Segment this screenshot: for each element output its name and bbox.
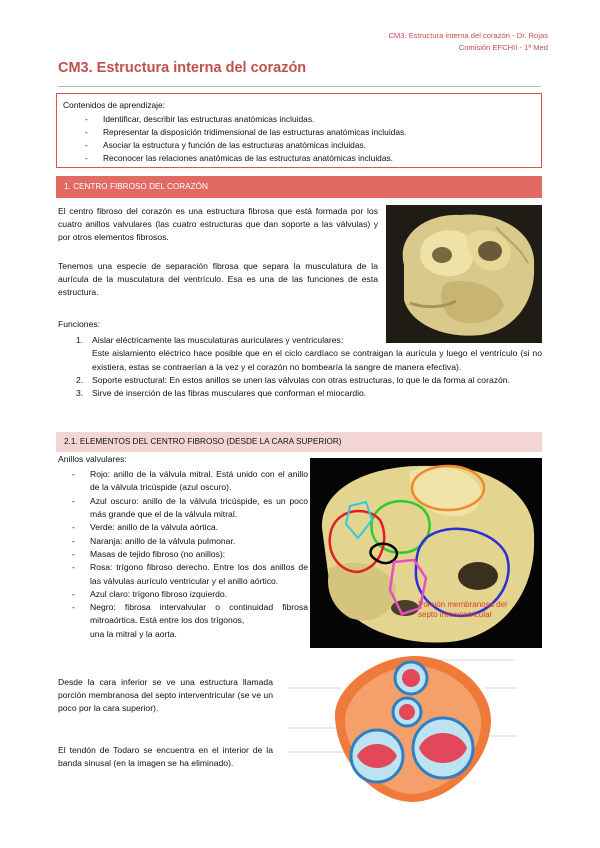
anillo-item: - Azul oscuro: anillo de la válvula tricúspide, es un poco más grande que el de la válvula mitral.: [72, 495, 308, 519]
anillo-item: - Naranja: anillo de la válvula pulmonar.: [72, 535, 236, 546]
paragraph-separacion: Tenemos una especie de separación fibrosa que separa la musculatura de la aurícula de la musculatura del ventrículo. Esa es una de las funciones de esta estructura.: [58, 261, 378, 297]
running-header: [388, 30, 548, 54]
header-line-2: Comisión EFCHII - 1º Med: [458, 43, 548, 53]
anillo-item: - Azul claro: trígono fibroso izquierdo.: [72, 588, 228, 599]
objective-item: - Reconocer las relaciones anatómicas de las estructuras anatómicas incluidas.: [85, 152, 394, 163]
funcion-item: 2. Soporte estructural: En estos anillos se unen las válvulas con otras estructuras, lo que le da forma al corazón.: [76, 374, 510, 385]
objective-item: - Identificar, describir las estructuras anatómicas incluidas.: [85, 113, 315, 124]
membranous-septum-caption: Porción membranosa del septo interventricular: [418, 600, 507, 620]
funcion-item: 1. Aislar eléctricamente las musculaturas auriculares y ventriculares: Este aislamiento eléctrico hace posible que en el ciclo cardíaco se contraigan la aurícula y luego el ventrículo (si no existiera, estas se contraerían a la vez y el corazón no bombearía la sangre de manera efectiva).: [76, 335, 542, 372]
objective-item: - Asociar la estructura y función de las estructuras anatómicas incluidas.: [85, 139, 367, 150]
paragraph-centro-fibroso: El centro fibroso del corazón es una estructura fibrosa que está formada por los cuatro anillos valvulares (las cuatro estructuras que dan soporte a las válvulas) y por otros elementos fibrosos.: [58, 206, 378, 242]
anillo-item: - Rojo: anillo de la válvula mitral. Está unido con el anillo de la válvula tricúspide (azul oscuro).: [72, 469, 308, 493]
header-line-1: CM3. Estructura interna del corazón - Dr. Rojas: [388, 31, 548, 40]
anillo-item: - Rosa: trígono fibroso derecho. Entre los dos anillos de las válvulas aurículo ventricular y el anillo aórtico.: [72, 562, 308, 586]
anillo-item: - Verde: anillo de la válvula aórtica.: [72, 522, 219, 533]
anillos-list: [58, 468, 308, 641]
learning-objectives-box: [56, 93, 542, 168]
anillo-item: - Negro: fibrosa intervalvular o continuidad fibrosa mitroaórtica. Está entre los dos trígonos,: [72, 602, 308, 626]
anillo-item: - Masas de tejido fibroso (no anillos):: [72, 548, 226, 559]
funciones-list: [58, 334, 542, 401]
objectives-lead: Contenidos de aprendizaje:: [63, 100, 165, 110]
objective-item: - Representar la disposición tridimensional de las estructuras anatómicas incluidas.: [85, 126, 407, 137]
funcion-item: 3. Sirve de inserción de las fibras musculares que conforman el miocardio.: [76, 388, 367, 399]
anillos-heading: Anillos valvulares:: [58, 454, 127, 464]
anillo-item-continuation: una la mitral y la aorta.: [90, 628, 177, 639]
paragraph-todaro: El tendón de Todaro se encuentra en el interior de la banda sinusal (en la imagen se ha eliminado).: [58, 745, 273, 768]
valve-plane-illustration: [285, 648, 543, 808]
objectives-list: [63, 113, 535, 165]
page-title: CM3. Estructura interna del corazón: [58, 60, 307, 76]
title-divider: [58, 86, 541, 87]
section-heading-2-1: 2.1. ELEMENTOS DEL CENTRO FIBROSO (DESDE LA CARA SUPERIOR): [56, 432, 542, 452]
paragraph-membranosa: Desde la cara inferior se ve una estructura llamada porción membranosa del septo interventricular (se ve un poco por la cara superior).: [58, 677, 273, 713]
fibrous-skeleton-photo: [386, 205, 542, 343]
funciones-heading: Funciones:: [58, 319, 101, 329]
section-heading-1: 1. CENTRO FIBROSO DEL CORAZÓN: [56, 176, 542, 198]
